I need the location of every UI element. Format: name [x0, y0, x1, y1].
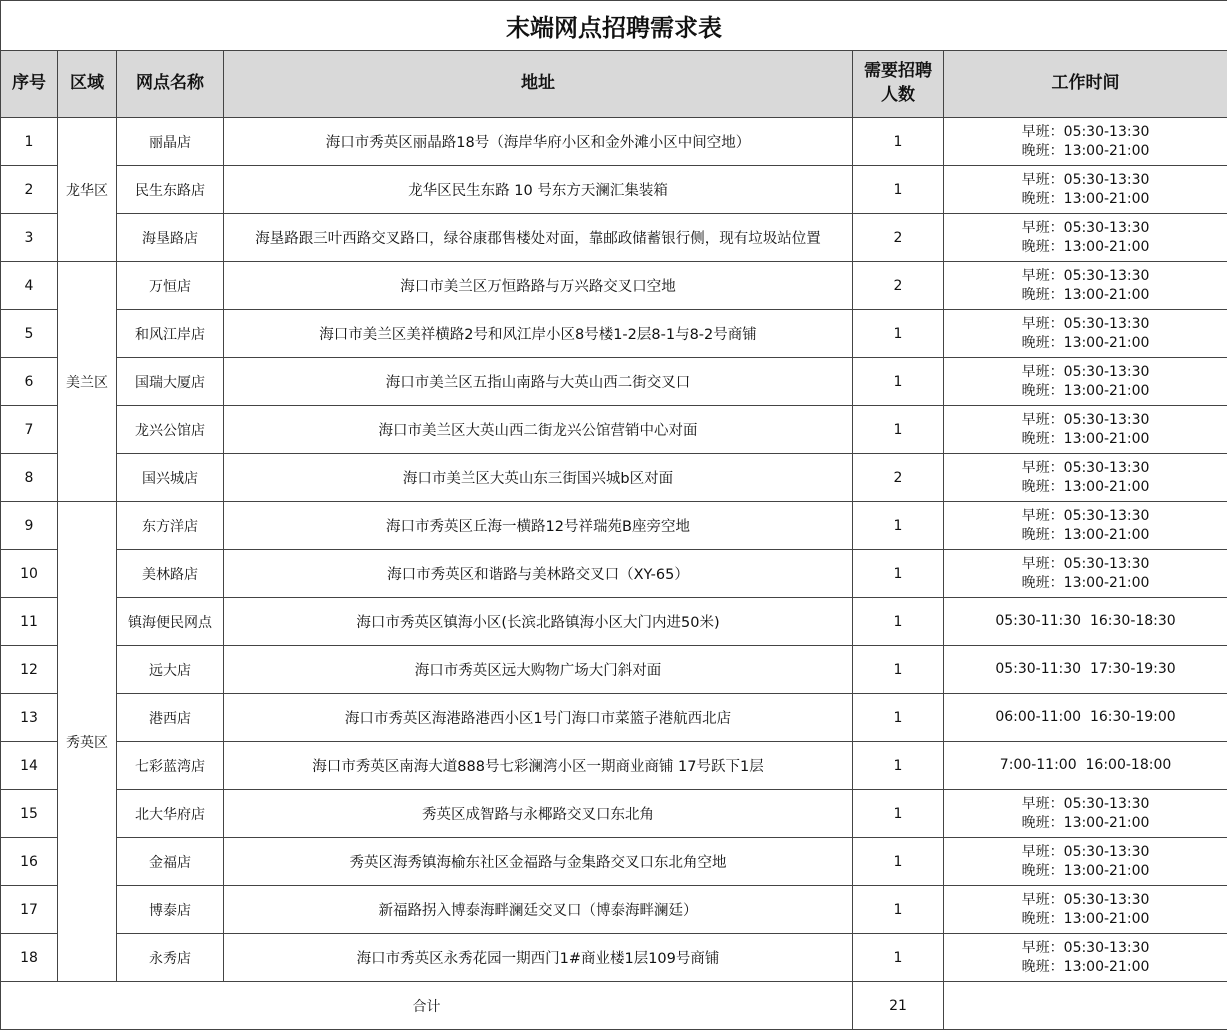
table-row: [1, 550, 1227, 598]
total-count: 21: [853, 982, 944, 1030]
header-count: [853, 51, 944, 118]
row-name: 金福店: [117, 838, 224, 886]
row-name: 北大华府店: [117, 790, 224, 838]
row-hours-line1: 05:30-11:30 17:30-19:30: [995, 661, 1176, 677]
row-count: 1: [853, 886, 944, 934]
row-address: 秀英区成智路与永椰路交叉口东北角: [224, 790, 853, 838]
row-seq: 1: [1, 118, 58, 166]
row-hours-line2: 晚班：13:00-21:00: [1021, 430, 1150, 447]
total-empty: [944, 982, 1227, 1030]
row-count: 2: [853, 262, 944, 310]
row-hours-line2: 晚班：13:00-21:00: [1021, 334, 1150, 351]
row-seq: 4: [1, 262, 58, 310]
row-seq: 2: [1, 166, 58, 214]
row-count: 1: [853, 646, 944, 694]
table-row: [1, 838, 1227, 886]
row-hours-line1: 早班：05:30-13:30: [1021, 411, 1150, 428]
row-count: 2: [853, 454, 944, 502]
row-count: 1: [853, 550, 944, 598]
row-name: 海垦路店: [117, 214, 224, 262]
table-row: [1, 598, 1227, 646]
row-count: 1: [853, 310, 944, 358]
row-address: 海口市美兰区美祥横路2号和风江岸小区8号楼1-2层8-1与8-2号商铺: [224, 310, 853, 358]
row-address: 海口市秀英区远大购物广场大门斜对面: [224, 646, 853, 694]
row-district: 美兰区: [58, 262, 117, 502]
row-hours: [944, 310, 1227, 358]
row-hours: [944, 214, 1227, 262]
table-row: [1, 790, 1227, 838]
row-hours-line2: 晚班：13:00-21:00: [1021, 286, 1150, 303]
row-hours: [944, 550, 1227, 598]
table-row: [1, 310, 1227, 358]
row-hours-line2: 晚班：13:00-21:00: [1021, 190, 1150, 207]
row-hours-line1: 早班：05:30-13:30: [1021, 459, 1150, 476]
row-hours-line1: 05:30-11:30 16:30-18:30: [995, 613, 1176, 629]
row-seq: 9: [1, 502, 58, 550]
table-row: [1, 694, 1227, 742]
row-hours-line2: 晚班：13:00-21:00: [1021, 478, 1150, 495]
row-hours-line1: 早班：05:30-13:30: [1021, 507, 1150, 524]
row-address: 海口市秀英区和谐路与美林路交叉口（XY-65）: [224, 550, 853, 598]
row-name: 港西店: [117, 694, 224, 742]
row-name: 国瑞大厦店: [117, 358, 224, 406]
table-row: [1, 358, 1227, 406]
row-address: 海口市秀英区丽晶路18号（海岸华府小区和金外滩小区中间空地）: [224, 118, 853, 166]
row-hours-line1: 7:00-11:00 16:00-18:00: [999, 757, 1172, 773]
row-hours-line1: 早班：05:30-13:30: [1021, 555, 1150, 572]
row-hours: [944, 694, 1227, 742]
row-count: 1: [853, 166, 944, 214]
row-seq: 5: [1, 310, 58, 358]
table-row: [1, 934, 1227, 982]
row-hours-line1: 早班：05:30-13:30: [1021, 219, 1150, 236]
header-count-line1: 需要招聘: [864, 61, 932, 82]
header-hours: 工作时间: [944, 51, 1227, 118]
row-name: 丽晶店: [117, 118, 224, 166]
row-name: 七彩蓝湾店: [117, 742, 224, 790]
table-row: [1, 166, 1227, 214]
row-address: 海口市美兰区五指山南路与大英山西二街交叉口: [224, 358, 853, 406]
row-address: 龙华区民生东路 10 号东方天澜汇集装箱: [224, 166, 853, 214]
row-name: 东方洋店: [117, 502, 224, 550]
row-name: 民生东路店: [117, 166, 224, 214]
row-hours: [944, 118, 1227, 166]
row-hours-line2: 晚班：13:00-21:00: [1021, 142, 1150, 159]
table-row: [1, 886, 1227, 934]
header-seq: 序号: [1, 51, 58, 118]
row-address: 海口市美兰区大英山东三街国兴城b区对面: [224, 454, 853, 502]
header-name: 网点名称: [117, 51, 224, 118]
row-district: 龙华区: [58, 118, 117, 262]
row-address: 海口市秀英区海港路港西小区1号门海口市菜篮子港航西北店: [224, 694, 853, 742]
header-row: [1, 51, 1227, 118]
row-seq: 7: [1, 406, 58, 454]
row-count: 1: [853, 934, 944, 982]
row-seq: 10: [1, 550, 58, 598]
row-seq: 14: [1, 742, 58, 790]
table-row: [1, 646, 1227, 694]
row-name: 永秀店: [117, 934, 224, 982]
row-hours: [944, 838, 1227, 886]
row-hours: [944, 262, 1227, 310]
row-address: 海口市美兰区大英山西二街龙兴公馆营销中心对面: [224, 406, 853, 454]
row-hours-line1: 早班：05:30-13:30: [1021, 891, 1150, 908]
row-hours: [944, 934, 1227, 982]
row-hours: [944, 406, 1227, 454]
row-hours-line1: 早班：05:30-13:30: [1021, 795, 1150, 812]
row-count: 1: [853, 358, 944, 406]
table-row: [1, 118, 1227, 166]
row-name: 美林路店: [117, 550, 224, 598]
row-address: 海口市秀英区南海大道888号七彩澜湾小区一期商业商铺 17号跃下1层: [224, 742, 853, 790]
row-count: 1: [853, 598, 944, 646]
row-seq: 8: [1, 454, 58, 502]
row-address: 海垦路跟三叶西路交叉路口，绿谷康郡售楼处对面，靠邮政储蓄银行侧，现有垃圾站位置: [224, 214, 853, 262]
row-hours-line2: 晚班：13:00-21:00: [1021, 958, 1150, 975]
row-hours: [944, 502, 1227, 550]
row-hours-line1: 早班：05:30-13:30: [1021, 363, 1150, 380]
table-body: [1, 118, 1227, 982]
row-hours-line2: 晚班：13:00-21:00: [1021, 574, 1150, 591]
row-name: 博泰店: [117, 886, 224, 934]
table-row: [1, 454, 1227, 502]
row-count: 1: [853, 118, 944, 166]
table-row: [1, 406, 1227, 454]
row-hours-line2: 晚班：13:00-21:00: [1021, 238, 1150, 255]
row-seq: 16: [1, 838, 58, 886]
row-hours-line1: 早班：05:30-13:30: [1021, 315, 1150, 332]
row-hours: [944, 166, 1227, 214]
row-hours-line1: 早班：05:30-13:30: [1021, 171, 1150, 188]
row-name: 国兴城店: [117, 454, 224, 502]
row-address: 海口市秀英区丘海一横路12号祥瑞苑B座旁空地: [224, 502, 853, 550]
row-hours-line1: 06:00-11:00 16:30-19:00: [995, 709, 1176, 725]
row-seq: 11: [1, 598, 58, 646]
row-hours: [944, 454, 1227, 502]
row-address: 海口市秀英区镇海小区(长滨北路镇海小区大门内进50米): [224, 598, 853, 646]
row-count: 2: [853, 214, 944, 262]
header-count-line2: 人数: [881, 85, 915, 105]
row-district: 秀英区: [58, 502, 117, 982]
row-count: 1: [853, 838, 944, 886]
row-seq: 15: [1, 790, 58, 838]
row-seq: 18: [1, 934, 58, 982]
row-hours-line2: 晚班：13:00-21:00: [1021, 862, 1150, 879]
total-label: 合计: [1, 982, 853, 1030]
row-address: 海口市秀英区永秀花园一期西门1#商业楼1层109号商铺: [224, 934, 853, 982]
total-row: [1, 982, 1227, 1030]
row-address: 新福路拐入博泰海畔澜廷交叉口（博泰海畔澜廷）: [224, 886, 853, 934]
row-hours-line2: 晚班：13:00-21:00: [1021, 526, 1150, 543]
row-hours-line1: 早班：05:30-13:30: [1021, 939, 1150, 956]
row-hours-line2: 晚班：13:00-21:00: [1021, 814, 1150, 831]
header-district: 区域: [58, 51, 117, 118]
row-name: 远大店: [117, 646, 224, 694]
table-row: [1, 742, 1227, 790]
row-hours: [944, 790, 1227, 838]
row-hours-line1: 早班：05:30-13:30: [1021, 267, 1150, 284]
table-row: [1, 262, 1227, 310]
row-count: 1: [853, 694, 944, 742]
row-hours: [944, 598, 1227, 646]
row-name: 龙兴公馆店: [117, 406, 224, 454]
row-name: 万恒店: [117, 262, 224, 310]
header-address: 地址: [224, 51, 853, 118]
row-hours: [944, 358, 1227, 406]
row-count: 1: [853, 502, 944, 550]
row-seq: 3: [1, 214, 58, 262]
table-row: [1, 214, 1227, 262]
row-hours-line2: 晚班：13:00-21:00: [1021, 910, 1150, 927]
page-title: 末端网点招聘需求表: [1, 1, 1227, 51]
row-seq: 12: [1, 646, 58, 694]
row-count: 1: [853, 406, 944, 454]
row-address: 秀英区海秀镇海榆东社区金福路与金集路交叉口东北角空地: [224, 838, 853, 886]
row-name: 镇海便民网点: [117, 598, 224, 646]
row-hours-line2: 晚班：13:00-21:00: [1021, 382, 1150, 399]
table-row: [1, 502, 1227, 550]
row-address: 海口市美兰区万恒路路与万兴路交叉口空地: [224, 262, 853, 310]
row-seq: 6: [1, 358, 58, 406]
row-hours-line1: 早班：05:30-13:30: [1021, 843, 1150, 860]
row-hours: [944, 742, 1227, 790]
row-hours: [944, 646, 1227, 694]
row-name: 和风江岸店: [117, 310, 224, 358]
row-count: 1: [853, 742, 944, 790]
row-hours: [944, 886, 1227, 934]
row-count: 1: [853, 790, 944, 838]
row-seq: 13: [1, 694, 58, 742]
row-seq: 17: [1, 886, 58, 934]
row-hours-line1: 早班：05:30-13:30: [1021, 123, 1150, 140]
